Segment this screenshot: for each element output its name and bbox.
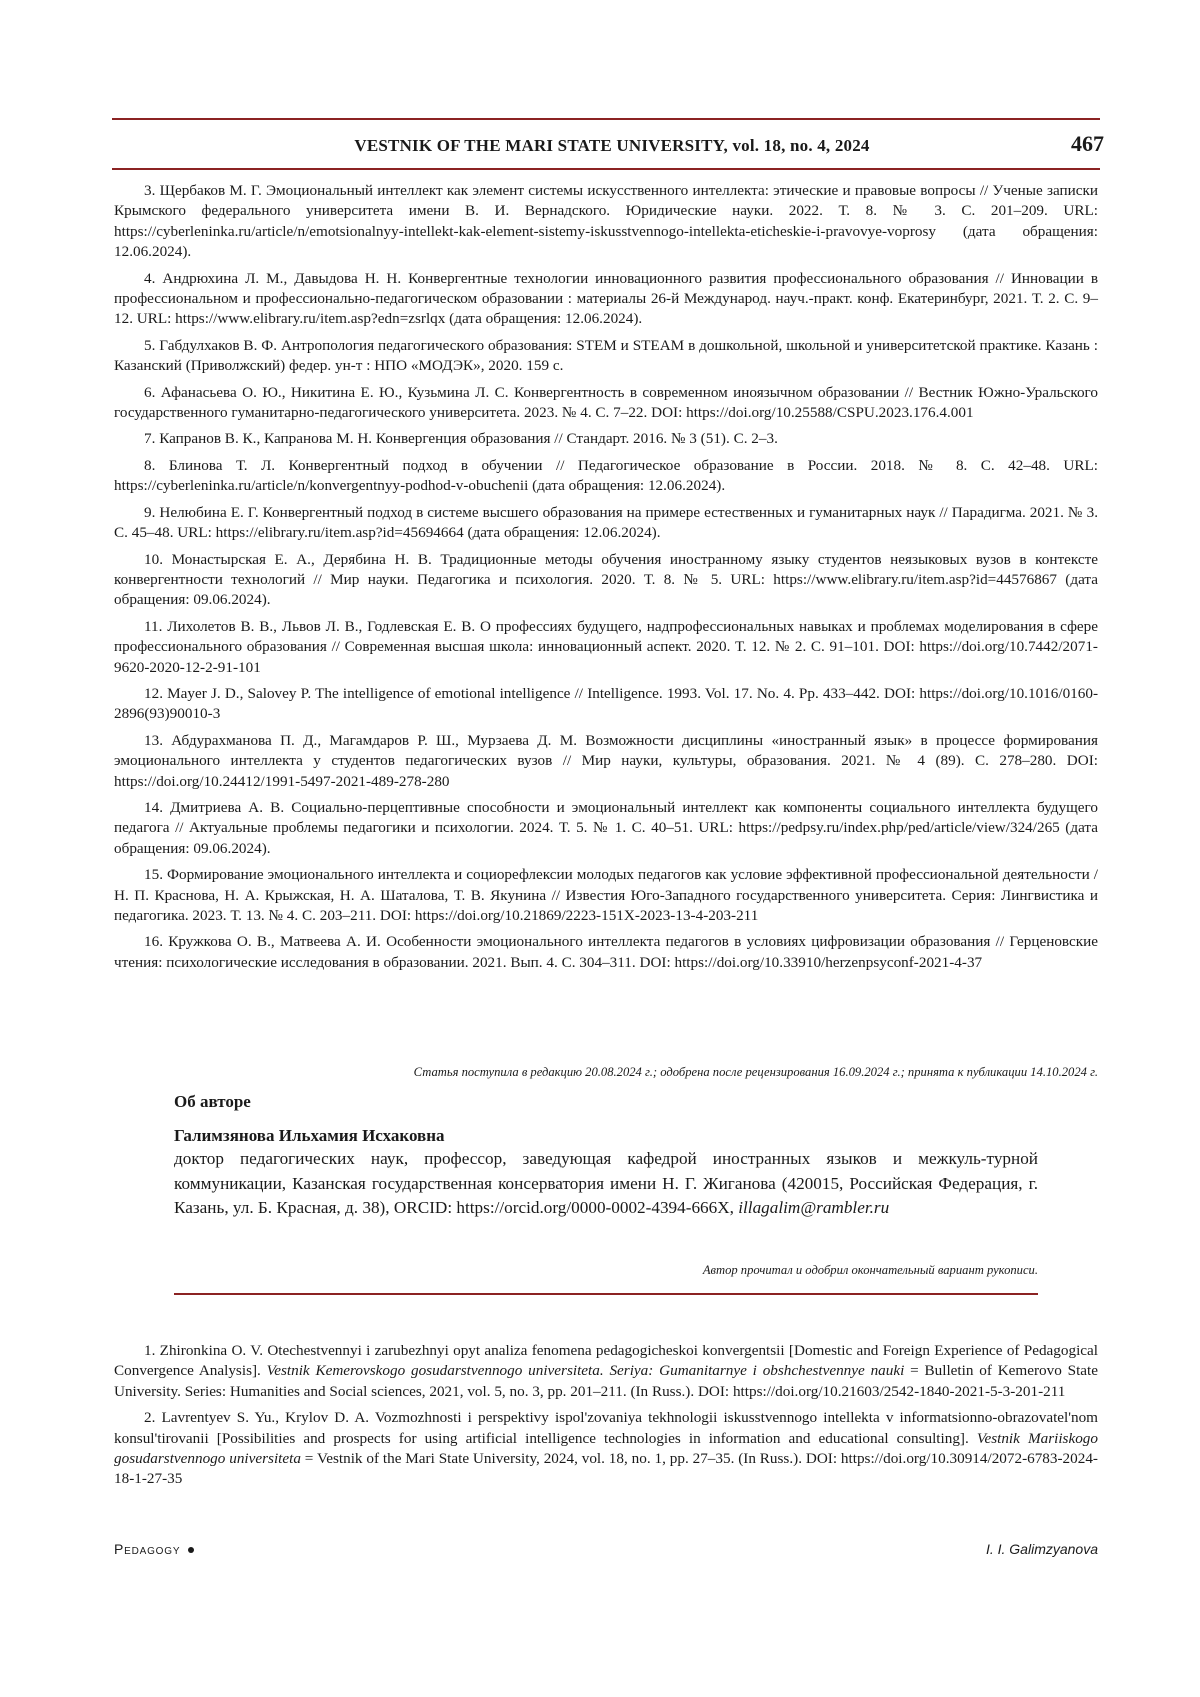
reference-item: 11. Лихолетов В. В., Львов Л. В., Годлевская Е. В. О профессиях будущего, надпрофессиональных навыках и проблемах моделирования в сфере профессионального образования // Современная высшая школа: инновационный аспект. 2020. Т. 12. № 2. С. 91–101. DOI: https://doi.org/10.7442/2071-9620-2020-12-2-91-101 xyxy=(114,617,1098,678)
reference-journal: Vestnik Kemerovskogo gosudarstvennogo universiteta. Seriya: Gumanitarnye i obshchestvennye nauki xyxy=(267,1362,905,1379)
author-email[interactable]: illagalim@rambler.ru xyxy=(738,1198,889,1217)
reference-text: 1. Zhironkina O. V. Otechestvennyi i zarubezhnyi opyt analiza fenomena pedagogicheskoi konvergentsii [Domestic and Foreign Experience of Pedagogical Convergence Analysis]. xyxy=(114,1342,1098,1379)
reference-item: 13. Абдурахманова П. Д., Магамдаров Р. Ш., Мурзаева Д. М. Возможности дисциплины «иностранный язык» в процессе формирования эмоционального интеллекта у студентов педагогических вузов // Мир науки, культуры, образования. 2021. № 4 (89). С. 278–280. DOI: https://doi.org/10.24412/1991-5497-2021-489-278-280 xyxy=(114,731,1098,792)
footer-section xyxy=(114,1541,194,1557)
header-bottom-rule xyxy=(112,168,1100,170)
reference-item xyxy=(114,1408,1098,1490)
author-bottom-rule xyxy=(174,1293,1038,1295)
reference-item xyxy=(114,1341,1098,1402)
reference-text: = Vestnik of the Mari State University, 2024, vol. 18, no. 1, pp. 27–35. (In Russ.). DOI: https://doi.org/10.30914/2072-6783-2024-18-1-27-35 xyxy=(114,1450,1098,1487)
reference-item: 6. Афанасьева О. Ю., Никитина Е. Ю., Кузьмина Л. С. Конвергентность в современном иноязычном образовании // Вестник Южно-Уральского государственного гуманитарно-педагогического университета. 2023. № 4. С. 7–22. DOI: https://doi.org/10.25588/CSPU.2023.176.4.001 xyxy=(114,383,1098,424)
reference-item: 14. Дмитриева А. В. Социально-перцептивные способности и эмоциональный интеллект как компоненты социального интеллекта будущего педагога // Актуальные проблемы педагогики и психологии. 2024. Т. 5. № 1. С. 40–51. URL: https://pedpsy.ru/index.php/ped/article/view/324/265 (дата обращения: 09.06.2024). xyxy=(114,798,1098,859)
reference-item: 9. Нелюбина Е. Г. Конвергентный подход в системе высшего образования на примере естественных и гуманитарных наук // Парадигма. 2021. № 3. С. 45–48. URL: https://elibrary.ru/item.asp?id=45694664 (дата обращения: 12.06.2024). xyxy=(114,503,1098,544)
reference-journal: Vestnik Mariiskogo gosudarstvennogo universiteta xyxy=(114,1430,1098,1467)
author-bio-text: доктор педагогических наук, профессор, заведующая кафедрой иностранных языков и межкуль-турной коммуникации, Казанская государственная консерватория имени Н. Г. Жиганова (420015, Российская Федерация, г. Казань, ул. Б. Красная, д. 38), ORCID: https://orcid.org/0000-0002-4394-666X, xyxy=(174,1149,1038,1217)
author-name: Галимзянова Ильхамия Исхаковна xyxy=(174,1126,445,1146)
bullet-icon xyxy=(188,1547,194,1553)
author-approval-note: Автор прочитал и одобрил окончательный вариант рукописи. xyxy=(174,1263,1038,1278)
reference-item: 12. Mayer J. D., Salovey P. The intelligence of emotional intelligence // Intelligence. 1993. Vol. 17. No. 4. Pp. 433–442. DOI: https://doi.org/10.1016/0160-2896(93)90010-3 xyxy=(114,684,1098,725)
author-section-heading: Об авторе xyxy=(174,1092,251,1112)
reference-item: 5. Габдулхаков В. Ф. Антропология педагогического образования: STEM и STEAM в дошкольной, школьной и университетской практике. Казань : Казанский (Приволжский) федер. ун-т : НПО «МОДЭК», 2020. 159 с. xyxy=(114,336,1098,377)
reference-item: 7. Капранов В. К., Капранова М. Н. Конвергенция образования // Стандарт. 2016. № 3 (51). С. 2–3. xyxy=(114,429,1098,449)
received-note: Статья поступила в редакцию 20.08.2024 г.; одобрена после рецензирования 16.09.2024 г.; принята к публикации 14.10.2024 г. xyxy=(114,1065,1098,1080)
references-english xyxy=(114,1341,1098,1496)
reference-item: 8. Блинова Т. Л. Конвергентный подход в обучении // Педагогическое образование в России. 2018. № 8. С. 42–48. URL: https://cyberleninka.ru/article/n/konvergentnyy-podhod-v-obuchenii (дата обращения: 12.06.2024). xyxy=(114,456,1098,497)
reference-text: 2. Lavrentyev S. Yu., Krylov D. A. Vozmozhnosti i perspektivy ispol'zovaniya tekhnologii iskusstvennogo intellekta v informatsionno-obrazovatel'nom konsul'tirovanii [Possibilities and prospects for using artificial intelligence technologies in information and educational consulting]. xyxy=(114,1409,1098,1446)
header-top-rule xyxy=(112,118,1100,120)
footer-section-label: Pedagogy xyxy=(114,1541,180,1557)
references-russian xyxy=(114,181,1098,979)
reference-item: 10. Монастырская Е. А., Дерябина Н. В. Традиционные методы обучения иностранному языку студентов неязыковых вузов в контексте конвергентности технологий // Мир науки. Педагогика и психология. 2020. Т. 8. № 5. URL: https://www.elibrary.ru/item.asp?id=44576867 (дата обращения: 09.06.2024). xyxy=(114,550,1098,611)
author-bio xyxy=(174,1147,1038,1221)
reference-item: 4. Андрюхина Л. М., Давыдова Н. Н. Конвергентные технологии инновационного развития профессионального образования // Инновации в профессиональном и профессионально-педагогическом образовании : материалы 26-й Международ. науч.-практ. конф. Екатеринбург, 2021. Т. 2. С. 9–12. URL: https://www.elibrary.ru/item.asp?edn=zsrlqx (дата обращения: 12.06.2024). xyxy=(114,269,1098,330)
journal-title: VESTNIK OF THE MARI STATE UNIVERSITY, vol. 18, no. 4, 2024 xyxy=(112,136,1112,156)
footer-author: I. I. Galimzyanova xyxy=(986,1541,1098,1557)
reference-item: 15. Формирование эмоционального интеллекта и социорефлексии молодых педагогов как условие эффективной профессиональной деятельности / Н. П. Краснова, Н. А. Крыжская, Н. А. Шаталова, Т. В. Якунина // Известия Юго-Западного государственного университета. Серия: Лингвистика и педагогика. 2023. Т. 13. № 4. С. 203–211. DOI: https://doi.org/10.21869/2223-151X-2023-13-4-203-211 xyxy=(114,865,1098,926)
reference-item: 16. Кружкова О. В., Матвеева А. И. Особенности эмоционального интеллекта педагогов в условиях цифровизации образования // Герценовские чтения: психологические исследования в образовании. 2021. Вып. 4. С. 304–311. DOI: https://doi.org/10.33910/herzenpsyconf-2021-4-37 xyxy=(114,932,1098,973)
reference-text: = Bulletin of Kemerovo State University. Series: Humanities and Social sciences, 2021, vol. 5, no. 3, pp. 201–211. (In Russ.). DOI: https://doi.org/10.21603/2542-1840-2021-5-3-201-211 xyxy=(114,1362,1098,1399)
reference-item: 3. Щербаков М. Г. Эмоциональный интеллект как элемент системы искусственного интеллекта: этические и правовые вопросы // Ученые записки Крымского федерального университета имени В. И. Вернадского. Юридические науки. 2022. Т. 8. № 3. С. 201–209. URL: https://cyberleninka.ru/article/n/emotsionalnyy-intellekt-kak-element-sistemy-iskusstvennogo-intellekta-eticheskie-i-pravovye-voprosy (дата обращения: 12.06.2024). xyxy=(114,181,1098,263)
page-number: 467 xyxy=(1040,131,1104,157)
